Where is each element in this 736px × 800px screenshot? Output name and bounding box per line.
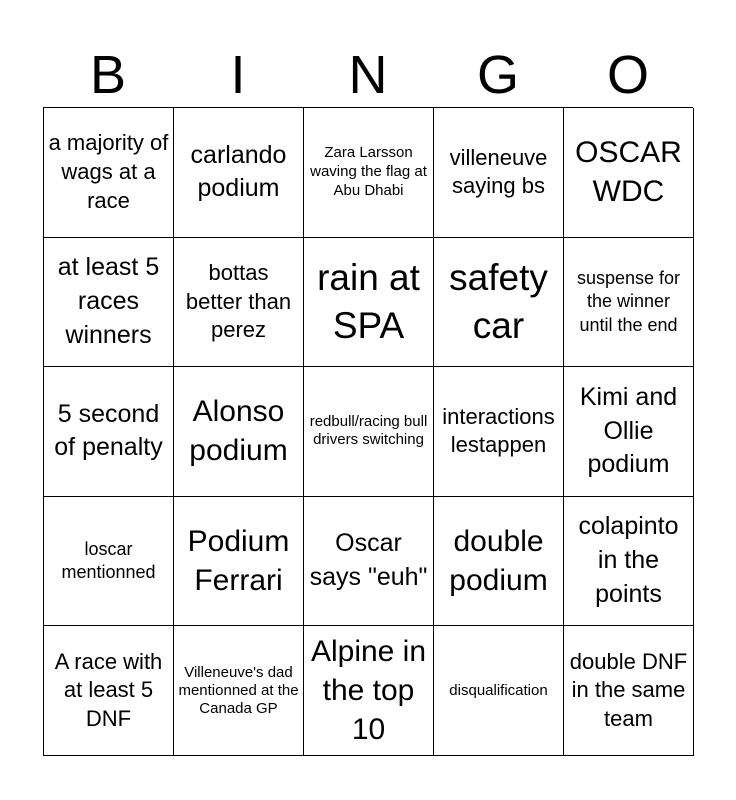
- bingo-cell[interactable]: [174, 108, 304, 238]
- header-letter-b: B: [89, 45, 127, 105]
- bingo-cell[interactable]: [174, 626, 304, 756]
- cell-text: Villeneuve's dad mentionned at the Canada GP: [178, 663, 299, 717]
- cell-text: 5 second of penalty: [54, 399, 163, 462]
- cell-text: a majority of wags at a race: [48, 130, 169, 213]
- bingo-cell[interactable]: [44, 367, 174, 497]
- header-letter-i: I: [230, 45, 246, 105]
- bingo-cell[interactable]: [564, 367, 694, 497]
- bingo-cell[interactable]: [44, 238, 174, 368]
- bingo-cell[interactable]: [564, 108, 694, 238]
- cell-text: interactions lestappen: [442, 403, 555, 458]
- bingo-cell[interactable]: [434, 367, 564, 497]
- cell-text: colapinto in the points: [578, 512, 679, 608]
- bingo-cell[interactable]: [564, 626, 694, 756]
- header-letter-g: G: [476, 45, 519, 105]
- cell-text: Zara Larsson waving the flag at Abu Dhabi: [310, 144, 427, 199]
- bingo-cell[interactable]: [434, 108, 564, 238]
- bingo-cell[interactable]: [174, 238, 304, 368]
- cell-text: A race with at least 5 DNF: [54, 648, 163, 731]
- cell-text: Podium Ferrari: [187, 525, 290, 598]
- cell-text: carlando podium: [190, 140, 287, 203]
- bingo-cell[interactable]: [304, 626, 434, 756]
- cell-text: OSCAR WDC: [575, 136, 682, 209]
- cell-text: rain at SPA: [317, 256, 420, 346]
- header-letter-n: N: [348, 45, 388, 105]
- bingo-cell[interactable]: [564, 497, 694, 627]
- bingo-cell[interactable]: [304, 108, 434, 238]
- cell-text: disqualification: [449, 681, 548, 699]
- cell-text: at least 5 races winners: [57, 253, 160, 349]
- bingo-cell[interactable]: [174, 367, 304, 497]
- bingo-cell[interactable]: [434, 238, 564, 368]
- cell-text: villeneuve saying bs: [449, 144, 548, 199]
- bingo-cell[interactable]: [304, 238, 434, 368]
- cell-text: bottas better than perez: [185, 260, 292, 343]
- cell-text: Alpine in the top 10: [310, 635, 427, 747]
- cell-text: Kimi and Ollie podium: [579, 382, 678, 479]
- bingo-cell[interactable]: [434, 626, 564, 756]
- bingo-header: [43, 45, 693, 105]
- bingo-cell[interactable]: [304, 497, 434, 627]
- bingo-cell[interactable]: [44, 626, 174, 756]
- cell-text: redbull/racing bull drivers switching: [309, 412, 428, 449]
- cell-text: double podium: [449, 525, 548, 598]
- cell-text: loscar mentionned: [61, 538, 156, 583]
- bingo-cell[interactable]: [174, 497, 304, 627]
- bingo-cell[interactable]: [304, 367, 434, 497]
- cell-text: Oscar says "euh": [309, 529, 428, 592]
- header-letter-o: O: [606, 45, 649, 105]
- bingo-cell[interactable]: [44, 108, 174, 238]
- bingo-cell[interactable]: [564, 238, 694, 368]
- cell-text: Alonso podium: [189, 395, 288, 468]
- bingo-cell[interactable]: [44, 497, 174, 627]
- cell-text: suspense for the winner until the end: [576, 267, 681, 335]
- bingo-grid: [43, 107, 693, 756]
- cell-text: safety car: [449, 256, 548, 346]
- cell-text: double DNF in the same team: [569, 648, 688, 731]
- bingo-cell[interactable]: [434, 497, 564, 627]
